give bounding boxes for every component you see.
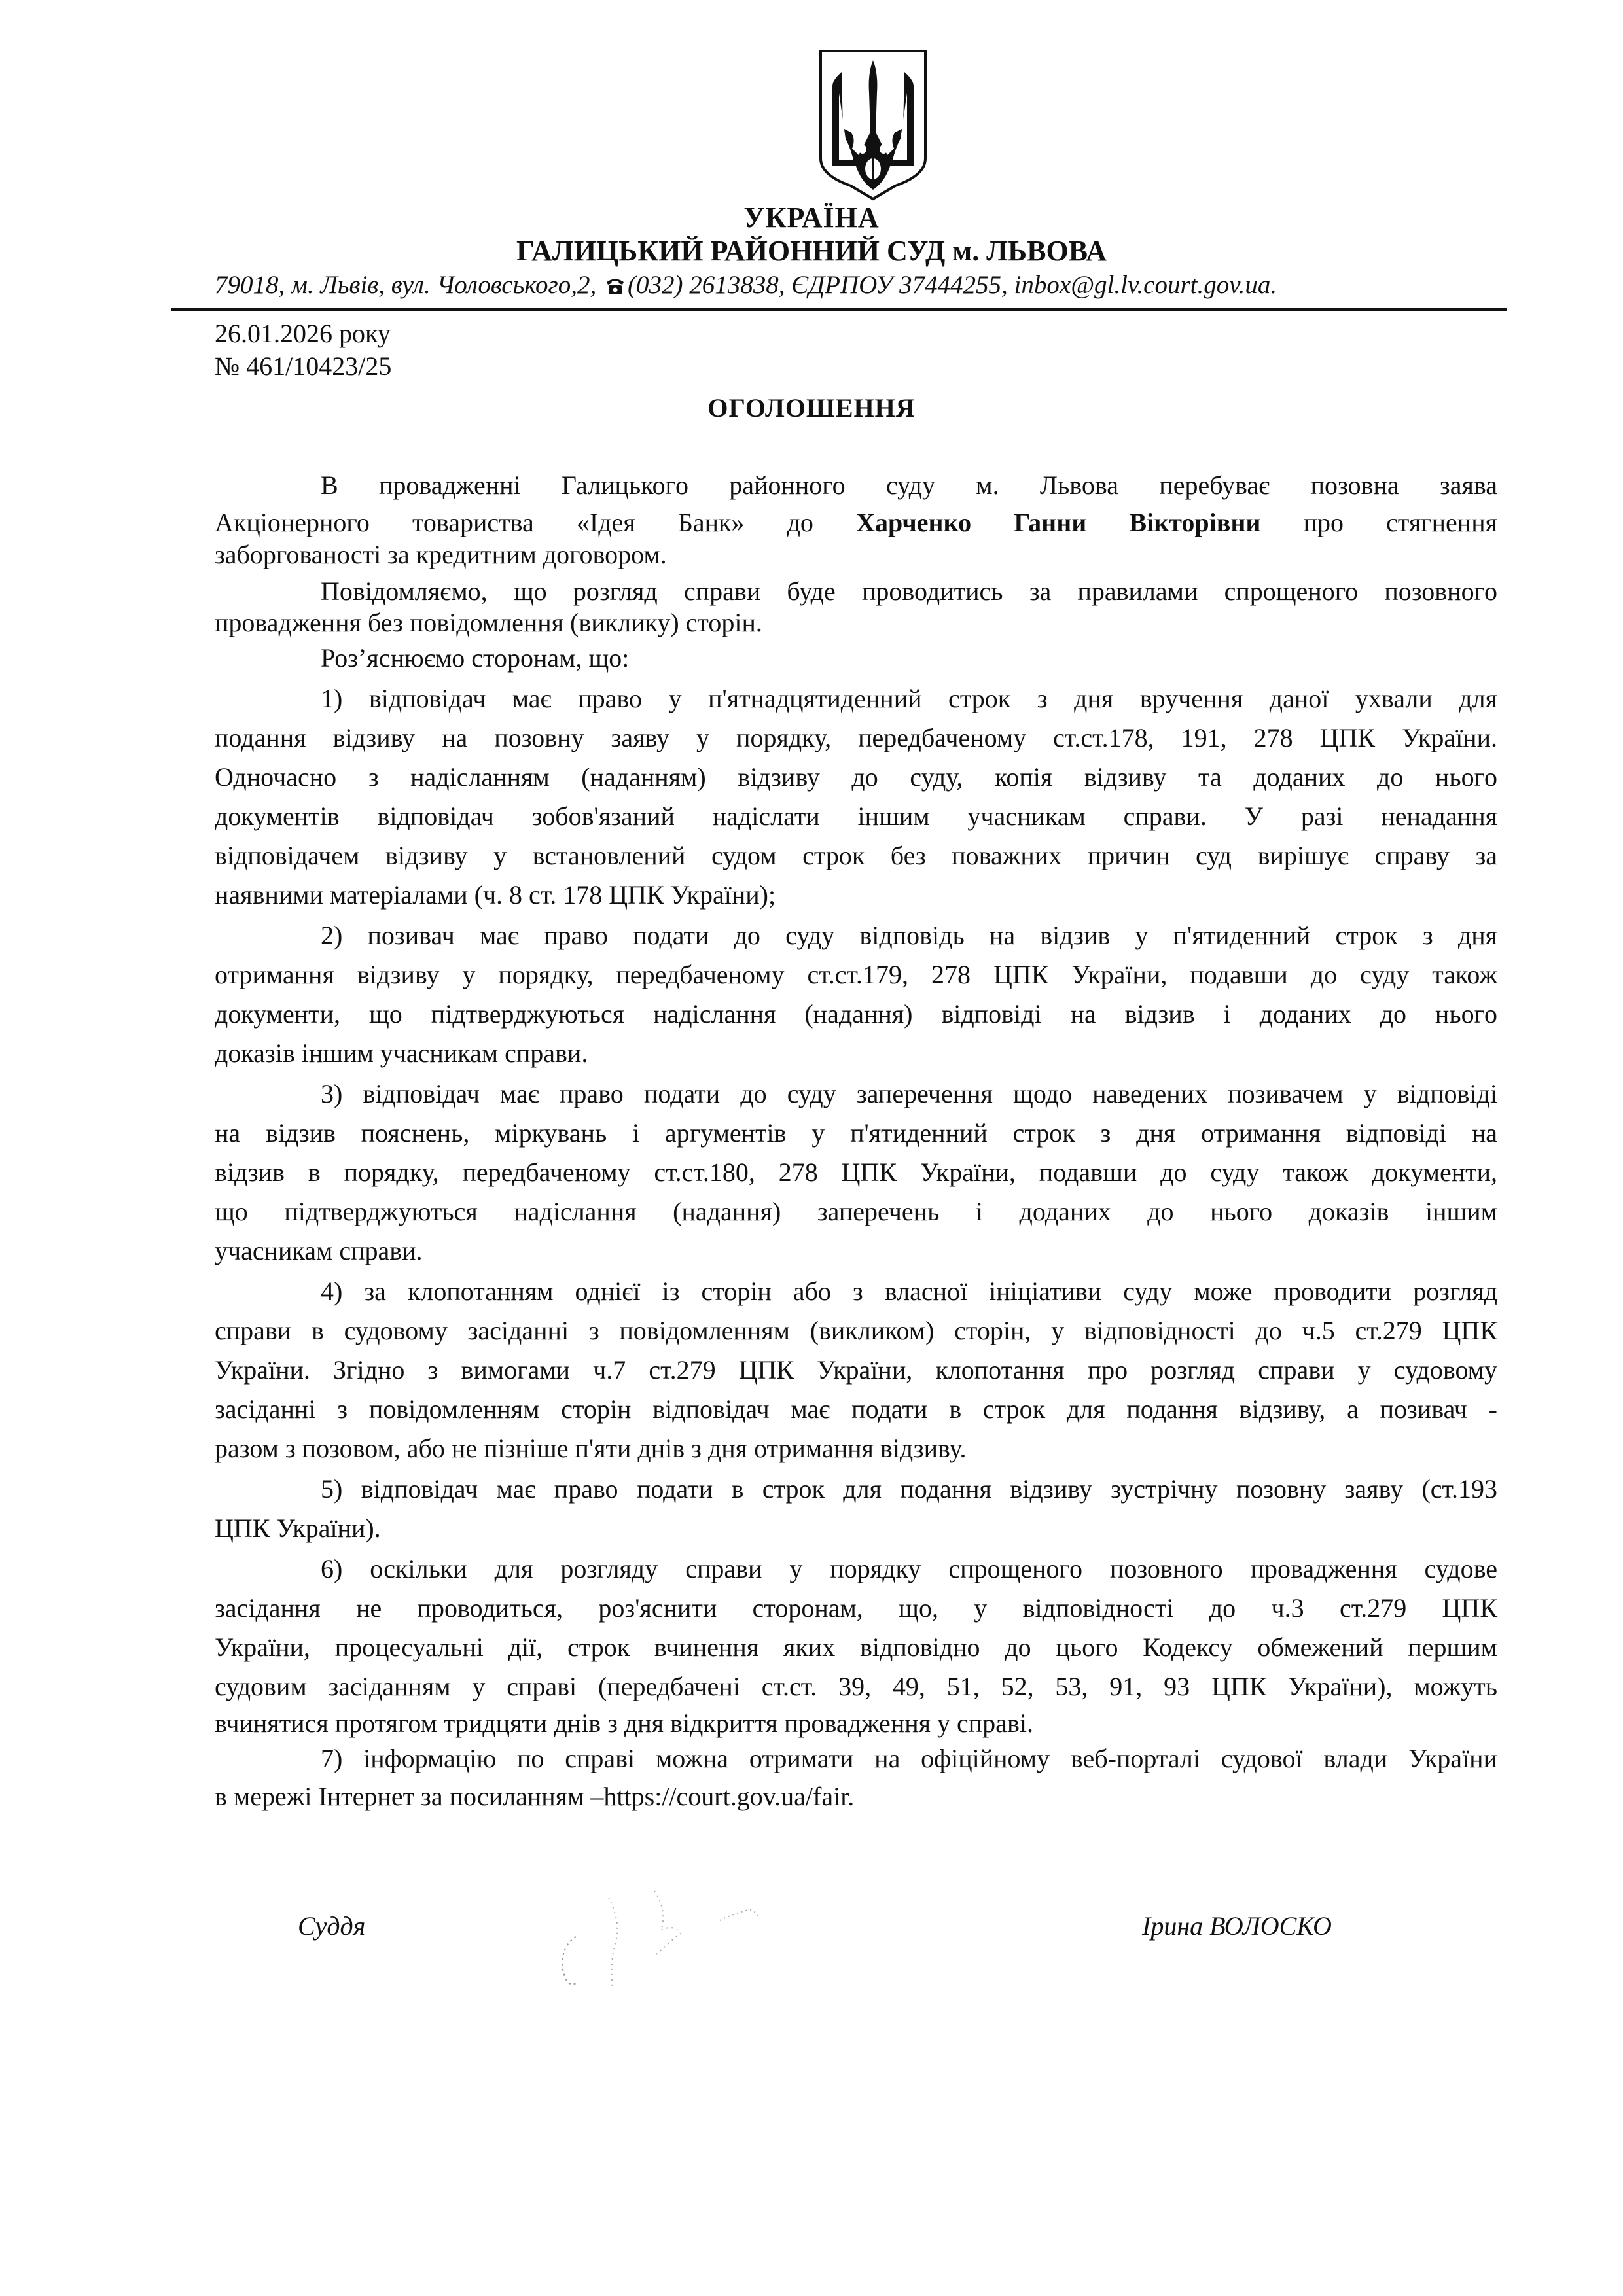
item-7-line-2: в мережі Інтернет за посиланням –https://court.gov.ua/fair. bbox=[215, 1782, 855, 1811]
item-3-line-2: на відзив пояснень, міркувань і аргументів у п'ятиденний строк з дня отримання відповіді на bbox=[215, 1118, 1497, 1148]
item-2-line-3: документи, що підтверджуються надіслання (надання) відповіді на відзив і доданих до нього bbox=[215, 999, 1497, 1029]
intro-plaintiff: Акціонерного товариства «Ідея Банк» до bbox=[215, 508, 857, 537]
item-4-line-1: 4) за клопотанням однієї із сторін або з власної ініціативи суду може проводити розгляд bbox=[321, 1277, 1497, 1306]
notice-line-2: провадження без повідомлення (виклику) сторін. bbox=[215, 608, 762, 637]
item-2-line-2: отримання відзиву у порядку, передбаченому ст.ст.179, 278 ЦПК України, подавши до суду також bbox=[215, 960, 1497, 989]
item-1-line-6: наявними матеріалами (ч. 8 ст. 178 ЦПК України); bbox=[215, 880, 776, 910]
item-1-line-2: подання відзиву на позовну заяву у порядку, передбаченому ст.ст.178, 191, 278 ЦПК України. bbox=[215, 723, 1497, 752]
item-4-line-4: засіданні з повідомленням сторін відповідач має подати в строк для подання відзиву, а позивач - bbox=[215, 1394, 1497, 1424]
handwritten-signature-icon bbox=[537, 1884, 877, 2002]
intro-subject: про стягнення bbox=[1260, 508, 1498, 537]
item-7-line-1: 7) інформацію по справі можна отримати на офіційному веб-порталі судової влади України bbox=[321, 1744, 1497, 1773]
item-5-line-2: ЦПК України). bbox=[215, 1513, 381, 1543]
item-4-line-2: справи в судовому засіданні з повідомленням (викликом) сторін, у відповідності до ч.5 ст.279 ЦПК bbox=[215, 1316, 1497, 1345]
explain-heading: Роз’яснюємо сторонам, що: bbox=[321, 643, 630, 673]
item-1-line-3: Одночасно з надісланням (наданням) відзиву до суду, копія відзиву та доданих до нього bbox=[215, 762, 1497, 792]
address-text: 79018, м. Львів, вул. Чоловського,2, bbox=[215, 271, 603, 299]
item-6-line-1: 6) оскільки для розгляду справи у порядку спрощеного позовного провадження судове bbox=[321, 1554, 1497, 1583]
item-6-line-2: засідання не проводиться, роз'яснити сторонам, що, у відповідності до ч.3 ст.279 ЦПК bbox=[215, 1593, 1497, 1623]
case-number: № 461/10423/25 bbox=[215, 351, 392, 381]
signature-role: Суддя bbox=[298, 1911, 366, 1941]
item-6-line-4: судовим засіданням у справі (передбачені ст.ст. 39, 49, 51, 52, 53, 91, 93 ЦПК України), можуть bbox=[215, 1672, 1497, 1701]
telephone-icon bbox=[605, 276, 625, 296]
item-5-line-1: 5) відповідач має право подати в строк для подання відзиву зустрічну позовну заяву (ст.193 bbox=[321, 1474, 1497, 1504]
intro-line-3: заборгованості за кредитним договором. bbox=[215, 540, 667, 569]
header-divider bbox=[171, 308, 1507, 311]
item-6-line-3: України, процесуальні дії, строк вчинення яких відповідно до цього Кодексу обмежений першим bbox=[215, 1633, 1497, 1662]
country-name: УКРАЇНА bbox=[743, 202, 880, 234]
item-1-line-5: відповідачем відзиву у встановлений судом строк без поважних причин суд вирішує справу за bbox=[215, 841, 1497, 870]
item-1-line-4: документів відповідач зобов'язаний надіслати іншим учасникам справи. У разі ненадання bbox=[215, 802, 1497, 831]
item-2-line-4: доказів іншим учасникам справи. bbox=[215, 1038, 588, 1068]
item-3-line-1: 3) відповідач має право подати до суду заперечення щодо наведених позивачем у відповіді bbox=[321, 1079, 1497, 1108]
item-4-line-5: разом з позовом, або не пізніше п'яти днів з дня отримання відзиву. bbox=[215, 1434, 967, 1463]
judge-name: Ірина ВОЛОСКО bbox=[1142, 1911, 1332, 1941]
intro-line-1: В провадженні Галицького районного суду м. Львова перебуває позовна заява bbox=[321, 470, 1497, 500]
document-title: ОГОЛОШЕННЯ bbox=[707, 393, 916, 423]
contact-details: (032) 2613838, ЄДРПОУ 37444255, inbox@gl.lv.court.gov.ua. bbox=[628, 271, 1277, 299]
item-3-line-5: учасникам справи. bbox=[215, 1236, 423, 1265]
item-6-line-5: вчинятися протягом тридцяти днів з дня відкриття провадження у справі. bbox=[215, 1708, 1033, 1738]
document-date: 26.01.2026 року bbox=[215, 319, 391, 348]
item-3-line-4: що підтверджуються надіслання (надання) заперечень і доданих до нього доказів іншим bbox=[215, 1197, 1497, 1226]
notice-line-1: Повідомляємо, що розгляд справи буде проводитись за правилами спрощеного позовного bbox=[321, 576, 1497, 606]
court-name: ГАЛИЦЬКИЙ РАЙОННИЙ СУД м. ЛЬВОВА bbox=[516, 235, 1107, 267]
item-1-line-1: 1) відповідач має право у п'ятнадцятиденний строк з дня вручення даної ухвали для bbox=[321, 684, 1497, 713]
item-2-line-1: 2) позивач має право подати до суду відповідь на відзив у п'ятиденний строк з дня bbox=[321, 921, 1497, 950]
defendant-name: Харченко Ганни Вікторівни bbox=[856, 508, 1261, 537]
court-address bbox=[215, 270, 1491, 301]
intro-line-2 bbox=[215, 507, 1497, 539]
item-4-line-3: України. Згідно з вимогами ч.7 ст.279 ЦПК України, клопотання про розгляд справи у судовому bbox=[215, 1355, 1497, 1385]
item-3-line-3: відзив в порядку, передбаченому ст.ст.180, 278 ЦПК України, подавши до суду також документи, bbox=[215, 1157, 1497, 1187]
coat-of-arms-icon bbox=[817, 47, 929, 203]
